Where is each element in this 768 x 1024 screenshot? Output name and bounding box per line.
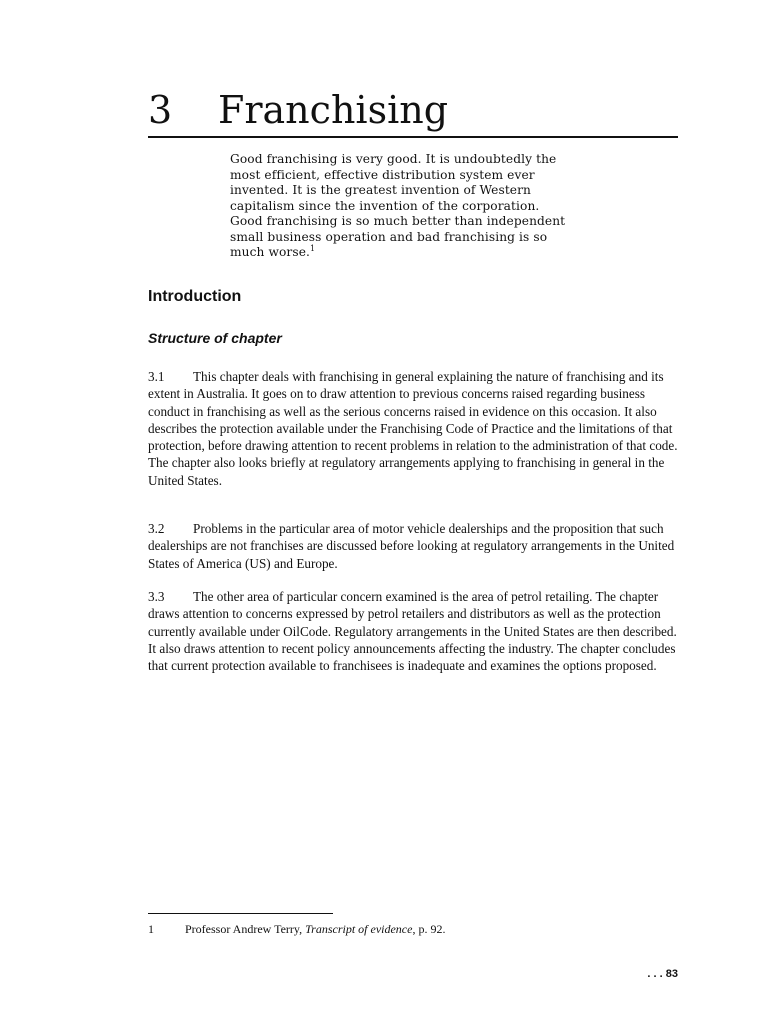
epigraph-line: capitalism since the invention of the corporation. [230,198,540,213]
chapter-number: 3 [148,88,173,132]
epigraph-line-last [230,245,600,261]
epigraph-line: Good franchising is so much better than independent [230,214,566,228]
footnote-reference[interactable]: 1 [310,243,316,253]
epigraph-line: small business operation and bad franchising is so [230,229,548,244]
paragraph-text: The other area of particular concern examined is the area of petrol retailing. The chapter draws attention to concerns expressed by petrol retailers and distributors as well as the protection currently available under OilCode. Regulatory arrangements in the United States are then described. It also draws attention to recent policy announcements affecting the industry. The chapter concludes that current protection available to franchisees is inadequate and examines the options proposed. [148,589,677,674]
section-heading: Introduction [148,288,242,305]
chapter-title: Franchising [218,88,449,132]
paragraph [148,588,678,674]
paragraph-text: This chapter deals with franchising in general explaining the nature of franchising and its extent in Australia. It goes on to draw attention to previous concerns raised regarding business conduct in franchising as well as the serious concerns raised in evidence on this occasion. It also describes the protection available under the Franchising Code of Practice and the limitations of that protection, before drawing attention to recent problems in relation to the administration of that code. The chapter also looks briefly at regulatory arrangements applying to franchising in general in the United States. [148,369,678,488]
epigraph-quote [230,152,600,261]
paragraph-number: 3.3 [148,589,165,604]
paragraph-text: Problems in the particular area of motor vehicle dealerships and the proposition that such dealerships are not franchises are discussed before looking at regulatory arrangements in the United States of America (US) and Europe. [148,521,675,571]
footnote-number: 1 [148,922,154,936]
epigraph-line: much worse. [230,245,310,259]
paragraph-number: 3.2 [148,521,165,536]
paragraph [148,520,678,572]
footnote-divider [148,913,333,914]
epigraph-line: Good franchising is very good. It is undoubtedly the [230,152,557,166]
document-page [148,0,678,1024]
footnote-source-title: Transcript of evidence [305,922,413,936]
paragraph [148,368,678,489]
paragraph-number: 3.1 [148,369,165,384]
footnote-text-before: Professor Andrew Terry, [185,922,306,936]
page-number: . . . 83 [647,968,678,980]
subsection-heading: Structure of chapter [148,330,282,346]
chapter-heading [148,86,678,138]
epigraph-line: invented. It is the greatest invention of Western [230,183,531,197]
footnote [148,922,445,937]
epigraph-line: most efficient, effective distribution system ever [230,167,535,182]
footnote-text-after: , p. 92. [412,922,446,936]
